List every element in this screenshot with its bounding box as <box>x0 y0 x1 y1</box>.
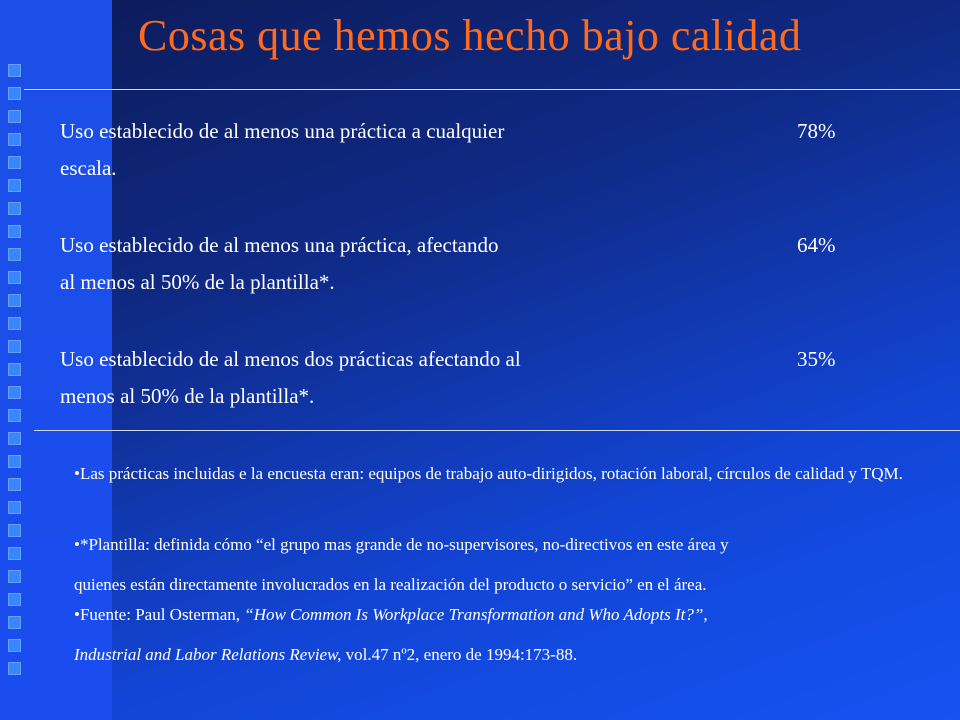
stat-line: Uso establecido de al menos dos prácticas afectando al <box>60 347 521 371</box>
note-text: quienes están directamente involucrados en la realización del producto o servicio” en el área. <box>74 575 707 594</box>
note-text: Las prácticas incluidas e la encuesta eran: equipos de trabajo auto-dirigidos, rotación laboral, círculos de calidad y TQM. <box>79 464 903 483</box>
bullet-icon: • <box>74 605 80 624</box>
bottom-divider <box>34 430 960 431</box>
stat-description <box>60 113 660 187</box>
note-source <box>74 595 914 675</box>
bullet-icon: • <box>74 535 80 554</box>
stat-description <box>60 341 660 415</box>
note-plantilla <box>74 525 914 605</box>
stat-percent: 64% <box>797 233 836 257</box>
decorative-squares <box>8 64 24 685</box>
note-practices <box>74 461 914 486</box>
stat-line: Uso establecido de al menos una práctica a cualquier <box>60 119 505 143</box>
bullet-icon: • <box>74 464 80 483</box>
source-title: “How Common Is Workplace Transformation and Who Adopts It?” <box>244 605 704 624</box>
source-suffix: vol.47 nº2, enero de 1994:173-88. <box>341 645 578 664</box>
stat-description <box>60 227 660 301</box>
source-comma: , <box>703 605 708 624</box>
stat-line: al menos al 50% de la plantilla*. <box>60 270 335 294</box>
slide-title: Cosas que hemos hecho bajo calidad <box>138 11 802 60</box>
stat-percent: 78% <box>797 119 836 143</box>
top-divider <box>24 89 960 90</box>
source-journal: Industrial and Labor Relations Review, <box>74 645 342 664</box>
note-text: *Plantilla: definida cómo “el grupo mas grande de no-supervisores, no-directivos en este área y <box>79 535 729 554</box>
stat-percent: 35% <box>797 347 836 371</box>
stat-line: menos al 50% de la plantilla*. <box>60 384 315 408</box>
stat-line: escala. <box>60 156 117 180</box>
stat-line: Uso establecido de al menos una práctica, afectando <box>60 233 499 257</box>
source-prefix: Fuente: Paul Osterman, <box>79 605 245 624</box>
